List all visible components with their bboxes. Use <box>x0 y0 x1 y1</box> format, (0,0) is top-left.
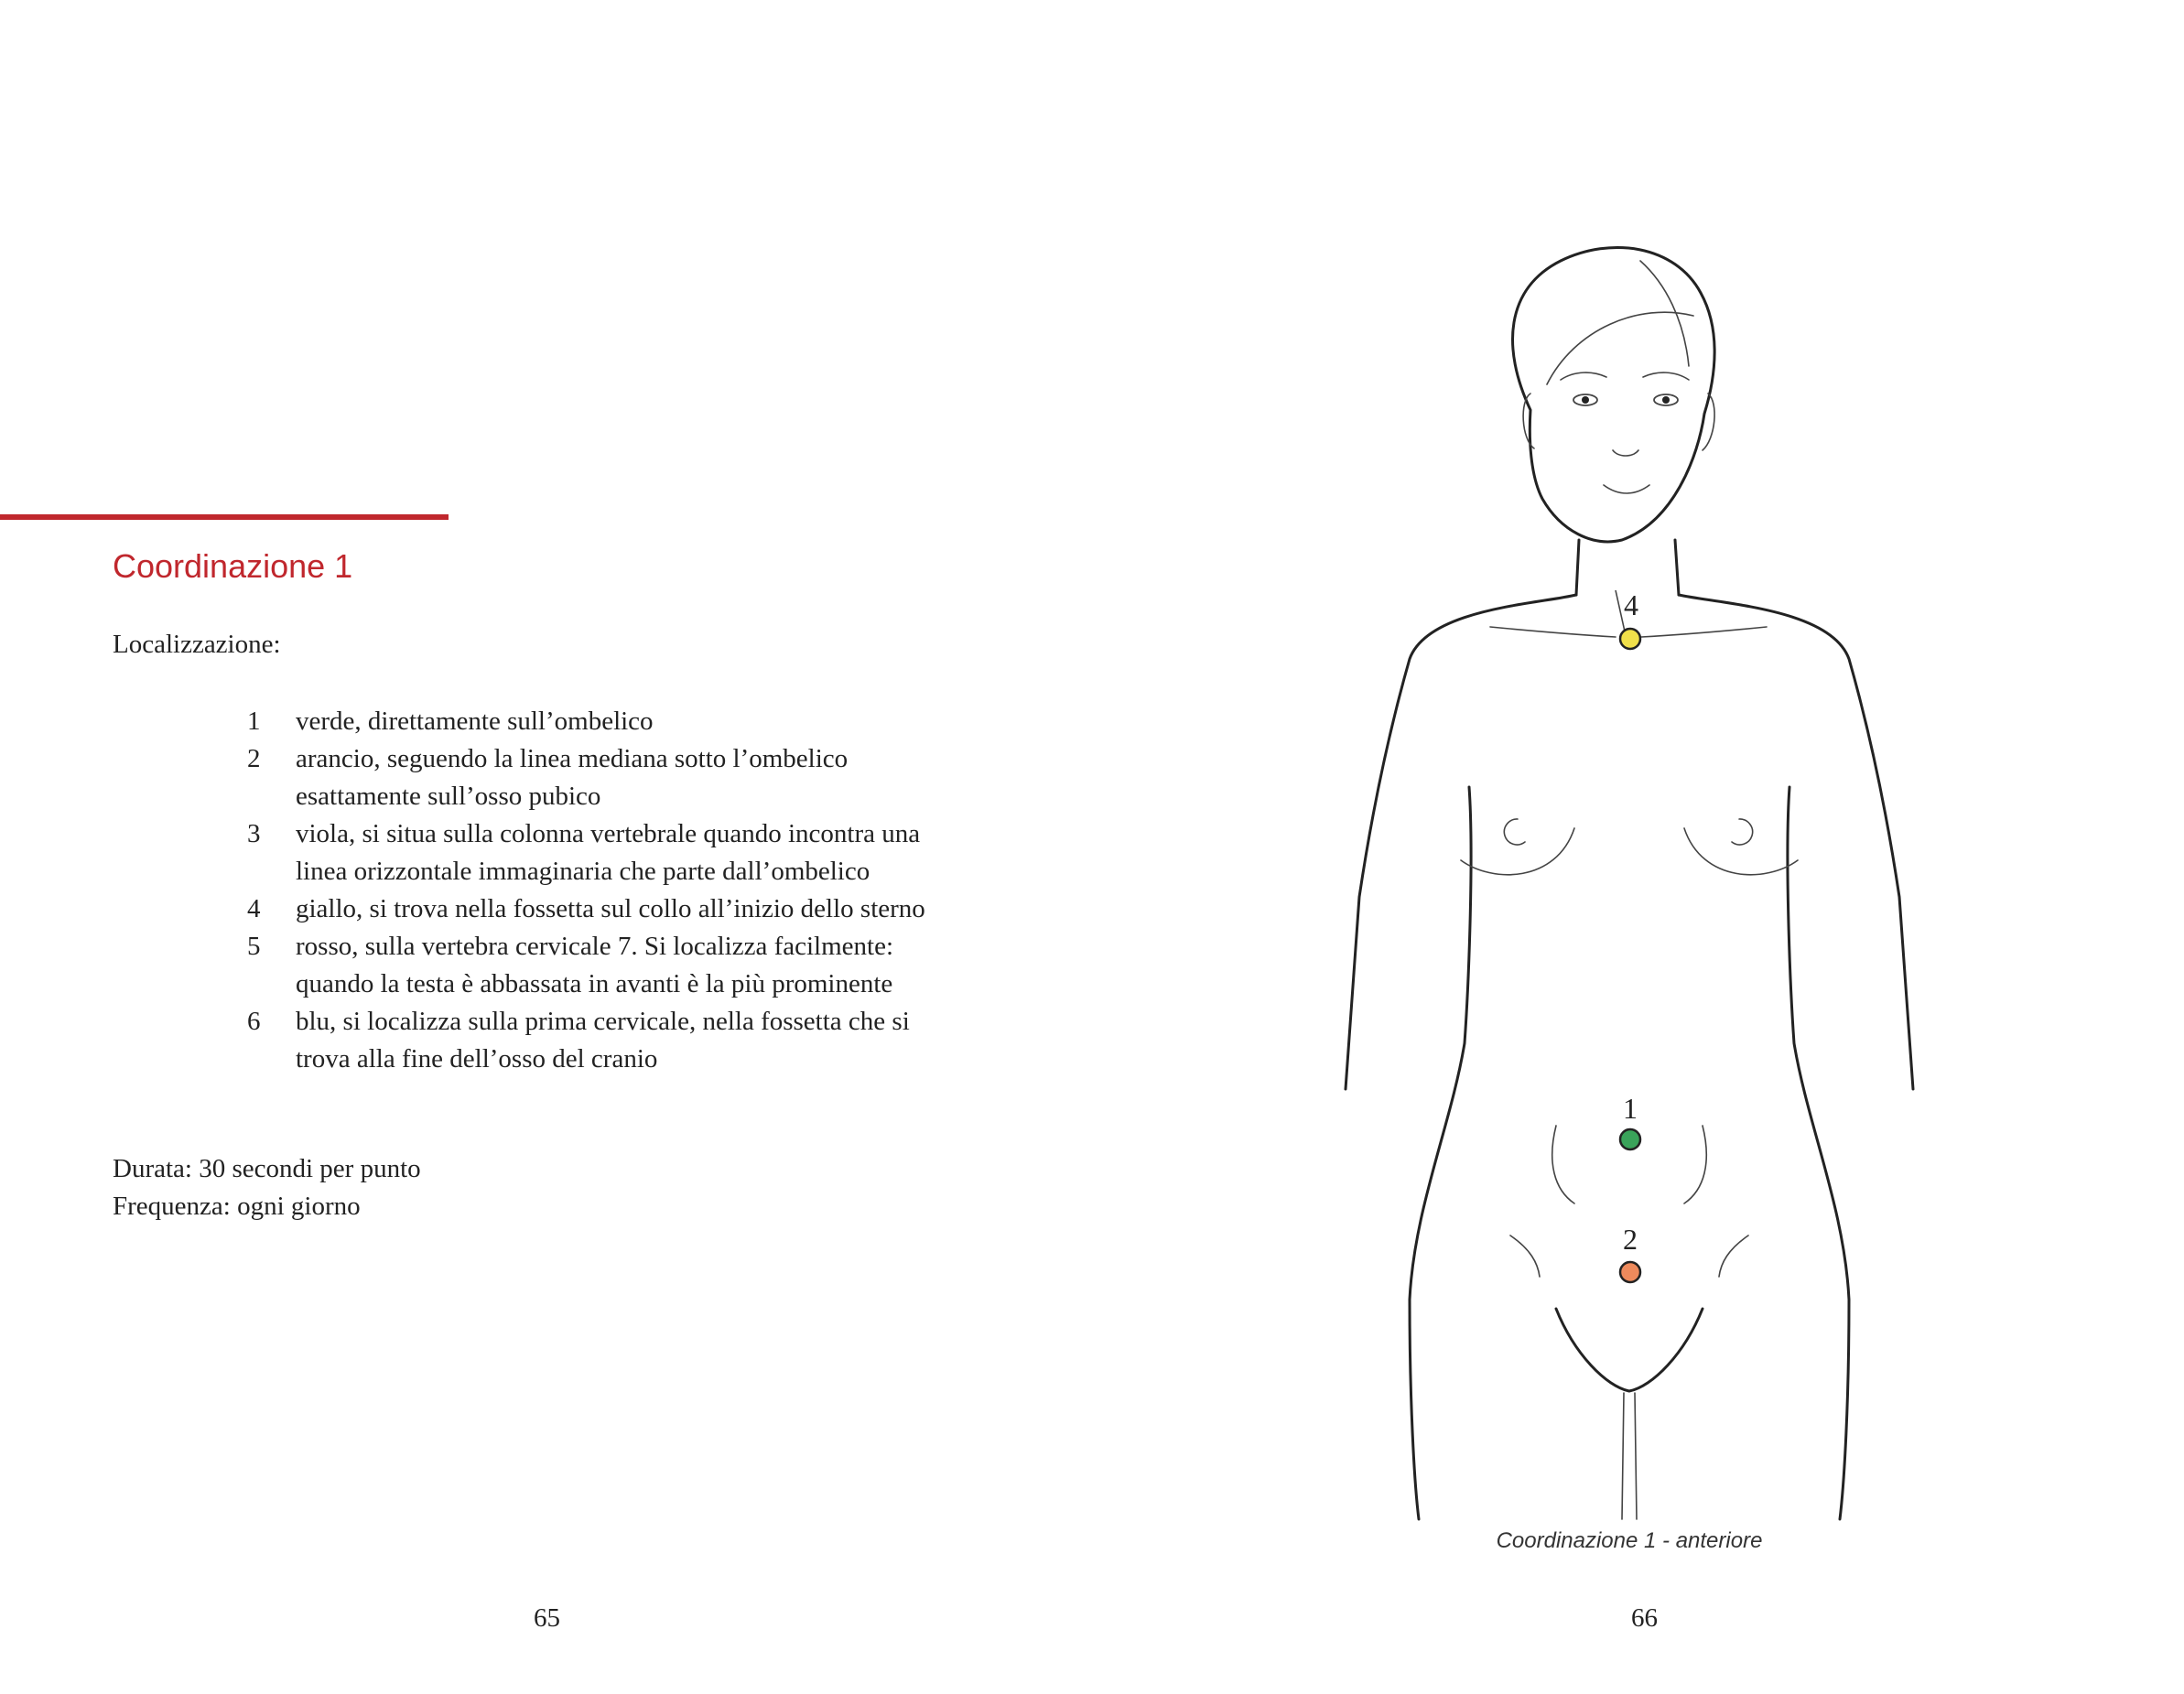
point-marker-4 <box>1616 588 1640 649</box>
point-number: 6 <box>247 1007 261 1036</box>
point-line: trova alla fine dell’osso del cranio <box>296 1044 658 1074</box>
point-item-4 <box>247 890 1025 928</box>
session-info <box>113 1150 421 1225</box>
point-description <box>296 1003 1025 1078</box>
location-label: Localizzazione: <box>113 630 281 659</box>
point-line: linea orizzontale immaginaria che parte dall’ombelico <box>296 857 870 886</box>
point-description <box>296 703 1025 740</box>
point-number: 3 <box>247 819 261 848</box>
point-description <box>296 740 1025 815</box>
point-line: verde, direttamente sull’ombelico <box>296 707 654 736</box>
point-number: 1 <box>247 707 261 736</box>
point-number: 4 <box>247 894 261 923</box>
marker-dot <box>1620 1262 1640 1282</box>
figure-caption: Coordinazione 1 - anteriore <box>1496 1528 1763 1553</box>
marker-label: 1 <box>1623 1092 1638 1125</box>
point-marker-1 <box>1620 1092 1640 1149</box>
point-item-5 <box>247 928 1025 1003</box>
page-number-left: 65 <box>534 1603 560 1633</box>
point-line: quando la testa è abbassata in avanti è la più prominente <box>296 969 893 998</box>
marker-label: 2 <box>1623 1223 1638 1256</box>
point-item-2 <box>247 740 1025 815</box>
body-anterior-illustration <box>1300 229 1941 1565</box>
marker-label: 4 <box>1624 588 1638 621</box>
point-line: rosso, sulla vertebra cervicale 7. Si localizza facilmente: <box>296 932 894 961</box>
title-accent-rule <box>0 514 449 520</box>
point-number: 5 <box>247 932 261 961</box>
point-item-6 <box>247 1003 1025 1078</box>
page-title: Coordinazione 1 <box>113 547 353 585</box>
point-description <box>296 815 1025 890</box>
point-line: esattamente sull’osso pubico <box>296 782 601 811</box>
point-line: arancio, seguendo la linea mediana sotto l’ombelico <box>296 744 849 773</box>
marker-dot <box>1620 1129 1640 1149</box>
body-outline <box>1346 247 1913 1519</box>
point-line: giallo, si trova nella fossetta sul collo all’inizio dello sterno <box>296 894 925 923</box>
points-list <box>247 703 1025 1078</box>
point-description <box>296 890 1025 928</box>
point-number: 2 <box>247 744 261 773</box>
marker-dot <box>1620 629 1640 649</box>
point-item-3 <box>247 815 1025 890</box>
point-description <box>296 928 1025 1003</box>
frequency-text: Frequenza: ogni giorno <box>113 1192 361 1221</box>
point-item-1 <box>247 703 1025 740</box>
point-line: blu, si localizza sulla prima cervicale, nella fossetta che si <box>296 1007 910 1036</box>
duration-text: Durata: 30 secondi per punto <box>113 1154 421 1183</box>
page-number-right: 66 <box>1631 1603 1658 1633</box>
point-marker-2 <box>1620 1223 1640 1282</box>
point-line: viola, si situa sulla colonna vertebrale quando incontra una <box>296 819 921 848</box>
